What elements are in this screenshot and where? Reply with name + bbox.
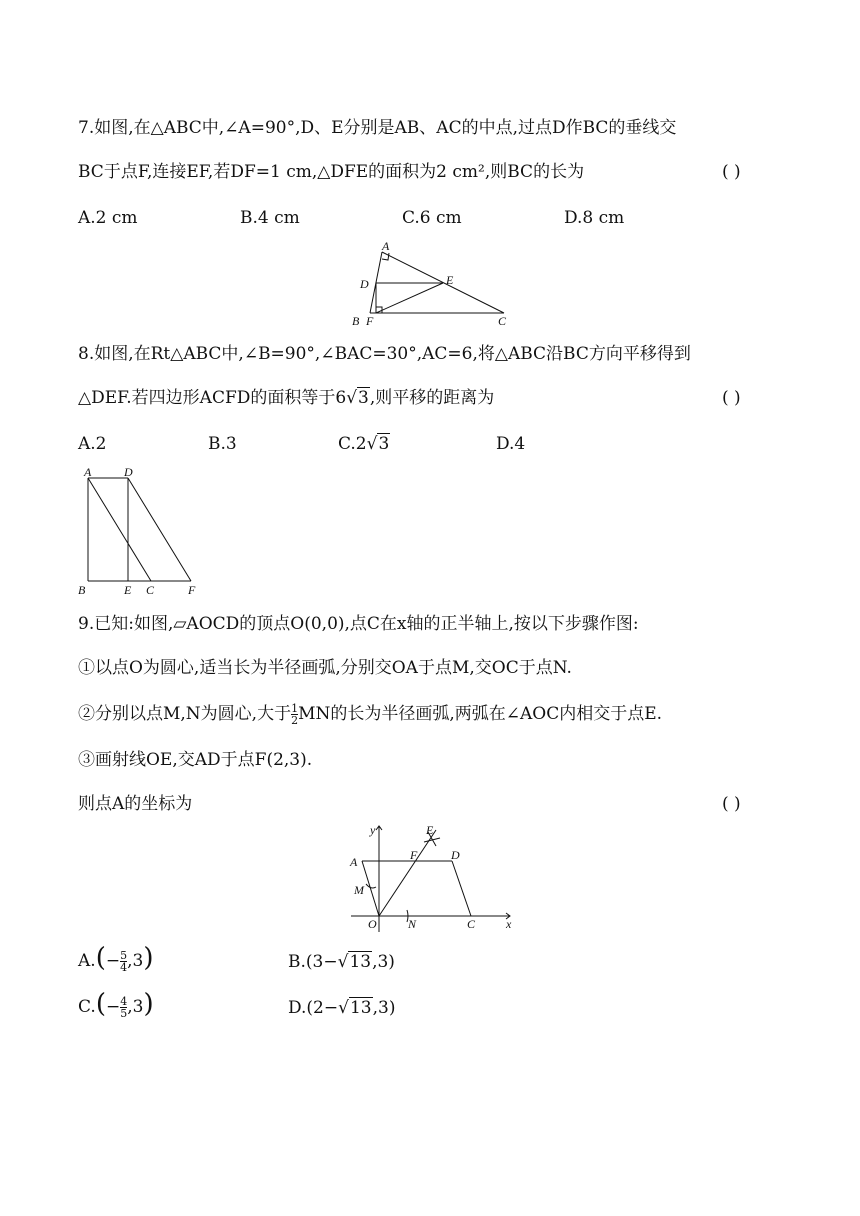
q8-label-d: D <box>124 465 133 479</box>
q9-option-c-label: C. <box>78 997 96 1017</box>
q9-step2-post: MN的长为半径画弧,两弧在∠AOC内相交于点E. <box>298 704 663 724</box>
q9-question: 则点A的坐标为 <box>78 794 193 814</box>
q9-option-b <box>288 950 395 974</box>
q7-label-d: D <box>360 277 369 291</box>
q9-arc-m <box>366 884 376 888</box>
q8-segment-ac <box>88 478 151 581</box>
q9-option-b-pre: B.(3− <box>288 952 338 972</box>
q9-option-b-radicand: 13 <box>349 952 372 972</box>
q9-step2-frac-den: 2 <box>291 714 299 727</box>
q8-label-b: B <box>78 583 86 597</box>
q8-figure <box>74 464 214 599</box>
q8-line2-pre: △DEF.若四边形ACFD的面积等于6 <box>78 388 347 408</box>
q9-text-line1: 9.已知:如图,▱AOCD的顶点O(0,0),点C在x轴的正半轴上,按以下步骤作图: <box>78 614 639 634</box>
q7-option-c: C.6 cm <box>402 208 462 228</box>
q8-option-c-radicand: 3 <box>378 434 390 454</box>
q9-option-a-label: A. <box>78 951 96 971</box>
q9-option-a-den: 4 <box>120 961 128 974</box>
q8-text-line1: 8.如图,在Rt△ABC中,∠B=90°,∠BAC=30°,AC=6,将△ABC沿BC方向平移得到 <box>78 344 691 364</box>
q7-answer-paren: ( ) <box>722 162 741 182</box>
q9-option-a <box>78 943 154 974</box>
q8-option-c-sqrt-sign: √ <box>366 434 378 454</box>
q8-option-c-pre: C.2 <box>338 434 367 454</box>
q7-label-c: C <box>498 314 507 328</box>
q8-label-e: E <box>124 583 132 597</box>
q9-option-d-post: ,3) <box>372 998 396 1018</box>
q9-label-x: x <box>506 917 512 931</box>
q9-option-b-sqrt-sign: √ <box>337 952 349 972</box>
q9-option-a-sign: − <box>105 951 121 971</box>
q7-label-a: A <box>382 239 390 253</box>
q9-label-a: A <box>350 855 358 869</box>
q8-label-f: F <box>188 583 196 597</box>
q8-segment-df <box>128 478 191 581</box>
q9-step2 <box>78 702 662 726</box>
q9-label-m: M <box>354 883 364 897</box>
q9-label-o: O <box>368 917 377 931</box>
q8-text-line2 <box>78 386 494 410</box>
q7-figure <box>340 240 530 330</box>
q9-answer-paren: ( ) <box>722 794 741 814</box>
q8-sqrt-radicand: 3 <box>358 388 369 408</box>
q7-option-a: A.2 cm <box>78 208 138 228</box>
q9-option-c-lparen: ( <box>95 989 106 1019</box>
q9-figure <box>326 820 526 935</box>
q9-option-d-sqrt-sign: √ <box>338 998 349 1018</box>
q9-option-c-den: 5 <box>120 1007 128 1020</box>
q9-step3: ③画射线OE,交AD于点F(2,3). <box>78 750 313 770</box>
q9-option-c-sign: − <box>105 997 121 1017</box>
q9-step2-pre: ②分别以点M,N为圆心,大于 <box>78 704 292 724</box>
q9-option-a-tail: ,3 <box>127 951 144 971</box>
q8-sqrt-sign: √ <box>346 388 358 408</box>
q9-label-c: C <box>467 917 476 931</box>
q9-option-c-tail: ,3 <box>127 997 144 1017</box>
q9-option-d-radicand: 13 <box>349 998 372 1018</box>
q9-option-d <box>288 996 395 1020</box>
q7-label-b: B <box>352 314 360 328</box>
q9-option-a-lparen: ( <box>95 943 106 973</box>
q9-label-n: N <box>408 917 417 931</box>
q9-step2-frac-num: 1 <box>291 702 299 715</box>
q7-segment-fe <box>376 283 443 313</box>
q7-option-d: D.8 cm <box>564 208 625 228</box>
q9-label-f: F <box>410 848 418 862</box>
q9-segment-oa <box>362 861 379 916</box>
q9-option-c <box>78 989 154 1020</box>
q7-text-line2: BC于点F,连接EF,若DF=1 cm,△DFE的面积为2 cm²,则BC的长为 <box>78 162 585 182</box>
q9-segment-dc <box>452 861 471 916</box>
q8-label-a: A <box>84 465 92 479</box>
q8-option-b: B.3 <box>208 434 237 454</box>
q8-option-a: A.2 <box>78 434 107 454</box>
q9-ray-oe <box>379 830 436 916</box>
q7-option-b: B.4 cm <box>240 208 300 228</box>
q9-option-b-post: ,3) <box>372 952 395 972</box>
q8-line2-post: ,则平移的距离为 <box>369 388 495 408</box>
q9-option-a-num: 5 <box>120 949 128 962</box>
q8-option-c <box>338 432 390 456</box>
q8-option-d: D.4 <box>496 434 526 454</box>
q9-option-d-pre: D.(2− <box>288 998 339 1018</box>
q9-label-y: y <box>370 823 376 837</box>
q9-option-c-rparen: ) <box>143 989 154 1019</box>
q7-label-f: F <box>366 314 374 328</box>
q8-label-c: C <box>146 583 155 597</box>
q9-step1: ①以点O为圆心,适当长为半径画弧,分别交OA于点M,交OC于点N. <box>78 658 572 678</box>
q8-answer-paren: ( ) <box>722 388 741 408</box>
q9-option-c-num: 4 <box>120 995 128 1008</box>
q9-label-d: D <box>451 848 460 862</box>
q7-label-e: E <box>446 273 454 287</box>
q7-text-line1: 7.如图,在△ABC中,∠A=90°,D、E分别是AB、AC的中点,过点D作BC的垂线交 <box>78 118 677 138</box>
q9-option-a-rparen: ) <box>143 943 154 973</box>
q9-label-e: E <box>426 823 434 837</box>
